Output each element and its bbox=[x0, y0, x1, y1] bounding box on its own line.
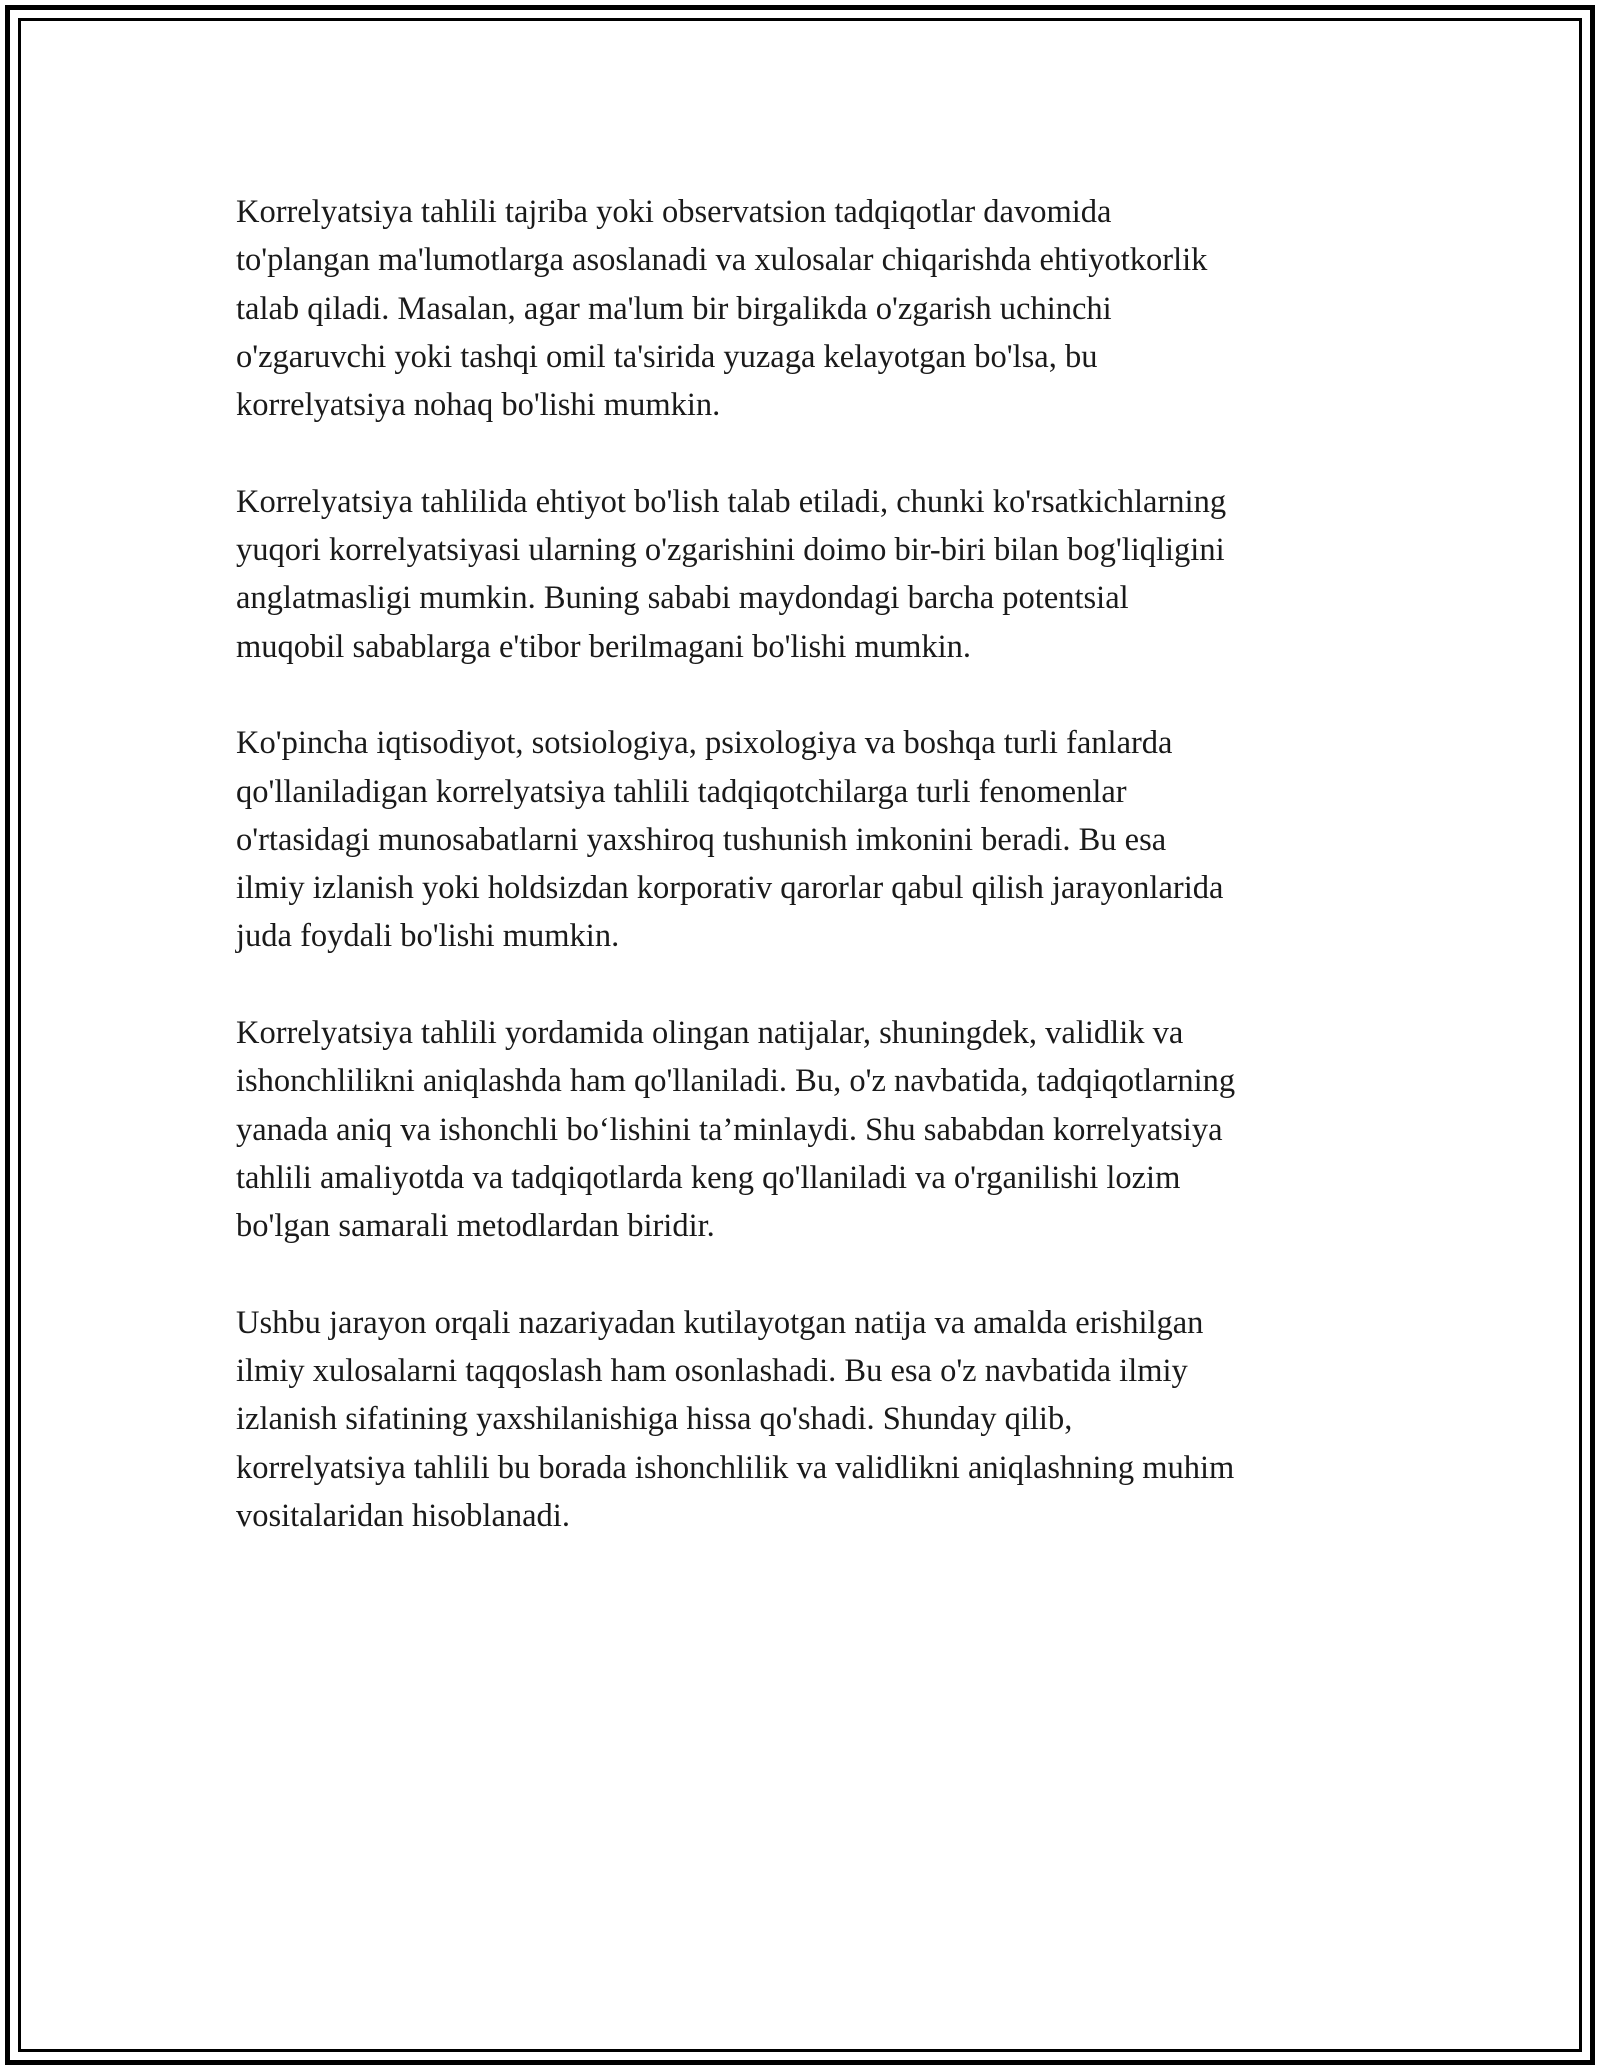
paragraph-5: Ushbu jarayon orqali nazariyadan kutilayotgan natija va amalda erishilgan ilmiy xulosalarni taqqoslash ham osonlashadi. Bu esa o'z navbatida ilmiy izlanish sifatining yaxshilanishiga hissa qo'shadi. Shunday qilib, korrelyatsiya tahlili bu borada ishonchlilik va validlikni aniqlashning muhim vositalaridan hisoblanadi. bbox=[236, 1304, 1235, 1535]
paragraph-1: Korrelyatsiya tahlili tajriba yoki observatsion tadqiqotlar davomida to'plangan ma'lumotlarga asoslanadi va xulosalar chiqarishda ehtiyotkorlik talab qiladi. Masalan, agar ma'lum bir birgalikda o'zgarish uchinchi o'zgaruvchi yoki tashqi omil ta'sirida yuzaga kelayotgan bo'lsa, bu korrelyatsiya nohaq bo'lishi mumkin. bbox=[236, 194, 1208, 424]
paragraph-3: Ko'pincha iqtisodiyot, sotsiologiya, psixologiya va boshqa turli fanlarda qo'llaniladigan korrelyatsiya tahlili tadqiqotchilarga turli fenomenlar o'rtasidagi munosabatlarni yaxshiroq tushunish imkonini beradi. Bu esa ilmiy izlanish yoki holdsizdan korporativ qarorlar qabul qilish jarayonlarida juda foydali bo'lishi mumkin. bbox=[236, 725, 1224, 955]
paragraph-4: Korrelyatsiya tahlili yordamida olingan natijalar, shuningdek, validlik va ishonchlilikni aniqlashda ham qo'llaniladi. Bu, o'z navbatida, tadqiqotlarning yanada aniq va ishonchli bo‘lishini ta’minlaydi. Shu sababdan korrelyatsiya tahlili amaliyotda va tadqiqotlarda keng qo'llaniladi va o'rganilishi lozim bo'lgan samarali metodlardan biridir. bbox=[236, 1015, 1236, 1245]
document-body bbox=[236, 188, 1376, 1589]
paragraph-2: Korrelyatsiya tahlilida ehtiyot bo'lish talab etiladi, chunki ko'rsatkichlarning yuqori korrelyatsiyasi ularning o'zgarishini doimo bir-biri bilan bog'liqligini anglatmasligi mumkin. Buning sababi maydondagi barcha potentsial muqobil sabablarga e'tibor berilmagani bo'lishi mumkin. bbox=[236, 483, 1227, 665]
